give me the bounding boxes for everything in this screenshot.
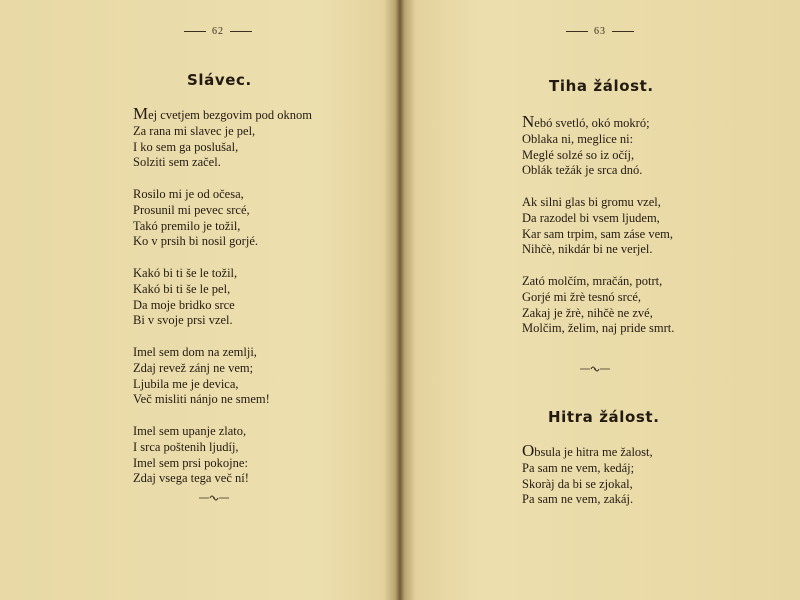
poem-line: Kakó bi ti še le pel, xyxy=(133,281,231,296)
poem-line: Da moje bridko srce xyxy=(133,297,235,312)
poem-line: Imel sem prsi pokojne: xyxy=(133,455,248,470)
poem-line-first-letter: O xyxy=(522,441,535,460)
poem-body xyxy=(522,114,674,337)
poem-line: Kakó bi ti še le tožil, xyxy=(133,265,238,280)
stanza xyxy=(133,106,312,171)
stanza xyxy=(522,274,674,337)
stanza xyxy=(522,114,674,179)
poem-body xyxy=(522,443,653,508)
poem-line: Oblák težák je srca dnó. xyxy=(522,163,643,178)
poem-line: Imel sem upanje zlato, xyxy=(133,423,247,438)
fleuron-ornament-icon xyxy=(198,493,228,503)
poem-line: Oblaka ni, meglice ni: xyxy=(522,131,634,146)
poem-line: Obsula je hitra me žalost, xyxy=(522,441,653,460)
poem-line: Mej cvetjem bezgovim pod oknom xyxy=(133,104,312,123)
poem-line: Solziti sem začel. xyxy=(133,155,221,170)
poem-line: Rosilo mi je od očesa, xyxy=(133,186,244,201)
stanza xyxy=(133,345,312,408)
page-number-right: 63 xyxy=(560,26,640,37)
poem-line: Molčim, želim, naj pride smrt. xyxy=(522,321,675,336)
poem-line: Gorjé mi žrè tesnó srcé, xyxy=(522,289,642,304)
stanza xyxy=(133,424,312,487)
poem-line: Nebó svetló, okó mokró; xyxy=(522,112,650,131)
poem-line: Skoràj da bi se zjokal, xyxy=(522,476,633,491)
poem-title: Slávec. xyxy=(187,71,252,89)
poem-line: Prosunil mi pevec srcé, xyxy=(133,202,250,217)
poem-line: I ko sem ga poslušal, xyxy=(133,139,239,154)
poem-line: Ko v prsih bi nosil gorjé. xyxy=(133,234,258,249)
poem-line: Kar sam trpim, sam záse vem, xyxy=(522,226,673,241)
poem-line: I srca poštenih ljudíj, xyxy=(133,439,239,454)
poem-line: Zdaj vsega tega več ní! xyxy=(133,471,249,486)
dash-ornament xyxy=(612,31,634,32)
poem-line: Imel sem dom na zemlji, xyxy=(133,344,257,359)
page-number-left: 62 xyxy=(178,26,258,37)
poem-line: Zdaj revež zánj ne vem; xyxy=(133,360,254,375)
poem-line: Ak silni glas bi gromu vzel, xyxy=(522,194,661,209)
right-page xyxy=(400,0,800,600)
stanza xyxy=(133,187,312,250)
poem-line: Ljubila me je devica, xyxy=(133,376,239,391)
poem-title: Hitra žálost. xyxy=(548,408,660,426)
stanza xyxy=(522,195,674,258)
poem-line: Takó premilo je tožil, xyxy=(133,218,241,233)
poem-line: Zakaj je žrè, nihčè ne zvé, xyxy=(522,305,653,320)
dash-ornament xyxy=(184,31,206,32)
stanza xyxy=(522,443,653,508)
poem-line-first-letter: M xyxy=(133,104,149,123)
poem-line: Bi v svoje prsi vzel. xyxy=(133,313,233,328)
dash-ornament xyxy=(566,31,588,32)
fleuron-ornament-icon xyxy=(579,364,609,374)
poem-line: Pa sam ne vem, zakáj. xyxy=(522,492,634,507)
stanza xyxy=(133,266,312,329)
poem-line: Nihčè, nikdár bi ne verjel. xyxy=(522,242,653,257)
poem-line: Zató molčím, mračán, potrt, xyxy=(522,273,663,288)
poem-line-first-letter: N xyxy=(522,112,535,131)
poem-line: Meglé solzé so iz očíj, xyxy=(522,147,635,162)
poem-line: Da razodel bi vsem ljudem, xyxy=(522,210,660,225)
poem-body xyxy=(133,106,312,487)
poem-line: Za rana mi slavec je pel, xyxy=(133,123,256,138)
poem-line: Več misliti nánjo ne smem! xyxy=(133,392,270,407)
poem-line: Pa sam ne vem, kedáj; xyxy=(522,460,635,475)
poem-title: Tiha žálost. xyxy=(549,77,654,95)
dash-ornament xyxy=(230,31,252,32)
